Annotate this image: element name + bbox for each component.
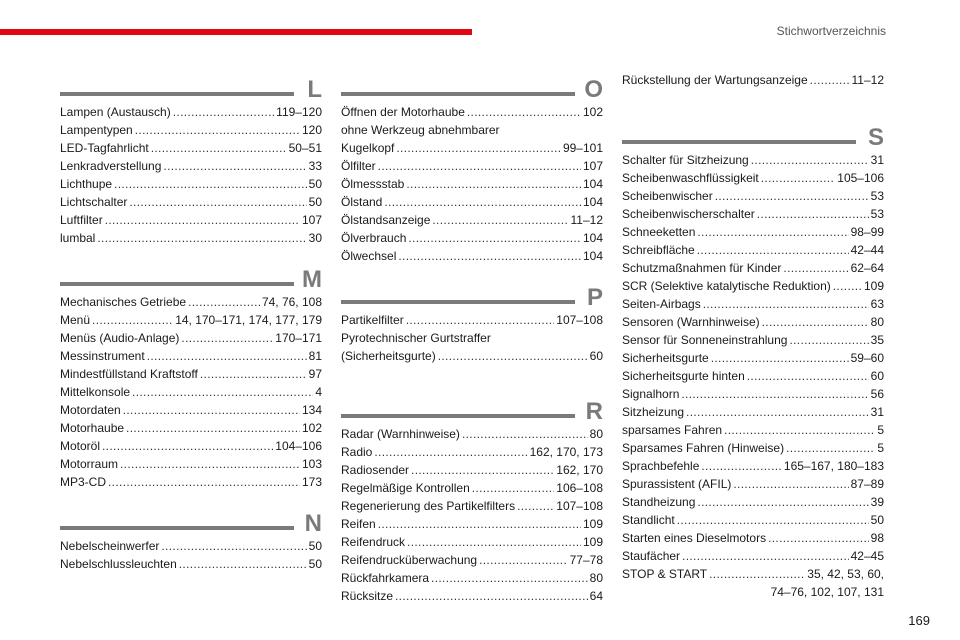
index-entry: Scheibenwaschflüssigkeit . . . 105–106: [622, 169, 884, 187]
index-entry: Reifendrucküberwachung . . . 77–78: [341, 551, 603, 569]
index-entry: Mittelkonsole . . . 4: [60, 383, 322, 401]
index-entry: Schalter für Sitzheizung . . . 31: [622, 151, 884, 169]
index-entry: Regenerierung des Partikelfilters . . . 107–108: [341, 497, 603, 515]
entry-list: [341, 311, 603, 365]
section-header-s: [622, 124, 884, 152]
entry-list: [341, 425, 603, 605]
section-l: [60, 76, 322, 247]
index-entry: Luftfilter . . . 107: [60, 211, 322, 229]
index-entry: Sicherheitsgurte . . . 59–60: [622, 349, 884, 367]
section-s: [622, 124, 884, 601]
index-entry: Motorhaube . . . 102: [60, 419, 322, 437]
index-entry: sparsames Fahren . . . 5: [622, 421, 884, 439]
index-entry-line1: Pyrotechnischer Gurtstraffer: [341, 331, 491, 345]
index-entry: STOP & START . . . 35, 42, 53, 60,: [622, 565, 884, 583]
index-entry: Nebelscheinwerfer . . . 50: [60, 537, 322, 555]
index-entry: Starten eines Dieselmotors . . . 98: [622, 529, 884, 547]
index-entry: SCR (Selektive katalytische Reduktion) . . . 109: [622, 277, 884, 295]
section-letter: S: [867, 124, 884, 151]
section-header-p: [341, 284, 603, 312]
index-entry: Sensoren (Warnhinweise) . . . 80: [622, 313, 884, 331]
index-entry-continuation: 74–76, 102, 107, 131: [770, 585, 884, 599]
index-entry: Mindestfüllstand Kraftstoff . . . 97: [60, 365, 322, 383]
index-entry: Scheibenwischer . . . 53: [622, 187, 884, 205]
index-entry: Motorraum . . . 103: [60, 455, 322, 473]
section-letter: N: [304, 510, 322, 537]
index-entry: Reifen . . . 109: [341, 515, 603, 533]
index-entry: Schutzmaßnahmen für Kinder . . . 62–64: [622, 259, 884, 277]
index-entry: Sitzheizung . . . 31: [622, 403, 884, 421]
section-letter: O: [584, 76, 603, 103]
index-entry: Ölverbrauch . . . 104: [341, 229, 603, 247]
index-entry: Ölwechsel . . . 104: [341, 247, 603, 265]
index-entry: lumbal . . . 30: [60, 229, 322, 247]
section-n: [60, 510, 322, 573]
index-entry: Scheibenwischerschalter . . . 53: [622, 205, 884, 223]
section-r: [341, 398, 603, 605]
index-entry: Staufächer . . . 42–45: [622, 547, 884, 565]
page-number: 169: [908, 613, 930, 628]
entry-list: [60, 293, 322, 491]
entry-list: [60, 103, 322, 247]
index-entry: Lichthupe . . . 50: [60, 175, 322, 193]
index-entry: Motoröl . . . 104–106: [60, 437, 322, 455]
header-accent-bar: [0, 29, 472, 35]
index-entry: Reifendruck . . . 109: [341, 533, 603, 551]
index-entry: Rückstellung der Wartungsanzeige . . . 11–12: [622, 71, 884, 89]
index-entry: Radio . . . 162, 170, 173: [341, 443, 603, 461]
section-header-l: [60, 76, 322, 104]
page-header-title: Stichwortverzeichnis: [776, 24, 886, 38]
index-entry: Ölfilter . . . 107: [341, 157, 603, 175]
index-entry: Rückfahrkamera . . . 80: [341, 569, 603, 587]
section-header-r: [341, 398, 603, 426]
index-entry: Lenkradverstellung . . . 33: [60, 157, 322, 175]
section-letter: R: [585, 398, 603, 425]
index-entry: Standheizung . . . 39: [622, 493, 884, 511]
section-divider: [622, 140, 856, 144]
entry-list: [341, 103, 603, 265]
section-divider: [341, 300, 575, 304]
index-entry: Messinstrument . . . 81: [60, 347, 322, 365]
section-o: [341, 76, 603, 265]
index-entry: Motordaten . . . 134: [60, 401, 322, 419]
index-entry: Regelmäßige Kontrollen . . . 106–108: [341, 479, 603, 497]
index-entry: Standlicht . . . 50: [622, 511, 884, 529]
section-divider: [341, 414, 575, 418]
index-entry: Lampentypen . . . 120: [60, 121, 322, 139]
entry-list: [60, 537, 322, 573]
index-entry: MP3-CD . . . 173: [60, 473, 322, 491]
index-entry: Schreibfläche . . . 42–44: [622, 241, 884, 259]
index-entry: Nebelschlussleuchten . . . 50: [60, 555, 322, 573]
index-entry: Seiten-Airbags . . . 63: [622, 295, 884, 313]
entry-list: [622, 151, 884, 601]
section-header-n: [60, 510, 322, 538]
section-p: [341, 284, 603, 365]
section-header-o: [341, 76, 603, 104]
section-r-continued: [622, 71, 884, 89]
section-letter: M: [302, 266, 322, 293]
section-divider: [60, 526, 294, 530]
index-entry: Menüs (Audio-Anlage) . . . 170–171: [60, 329, 322, 347]
index-entry: Sensor für Sonneneinstrahlung . . . 35: [622, 331, 884, 349]
index-entry: LED-Tagfahrlicht . . . 50–51: [60, 139, 322, 157]
index-entry: Ölstand . . . 104: [341, 193, 603, 211]
index-entry: Menü . . . 14, 170–171, 174, 177, 179: [60, 311, 322, 329]
section-divider: [341, 92, 575, 96]
index-entry: Mechanisches Getriebe . . . 74, 76, 108: [60, 293, 322, 311]
index-entry: Ölstandsanzeige . . . 11–12: [341, 211, 603, 229]
index-entry: Kugelkopf . . . 99–101: [341, 139, 603, 157]
index-entry: Signalhorn . . . 56: [622, 385, 884, 403]
index-entry: Öffnen der Motorhaube . . . 102: [341, 103, 603, 121]
index-entry: Spurassistent (AFIL) . . . 87–89: [622, 475, 884, 493]
index-entry: (Sicherheitsgurte) . . . 60: [341, 347, 603, 365]
section-header-m: [60, 266, 322, 294]
index-entry: Schneeketten . . . 98–99: [622, 223, 884, 241]
section-divider: [60, 282, 294, 286]
section-divider: [60, 92, 294, 96]
index-entry: Lampen (Austausch) . . . 119–120: [60, 103, 322, 121]
index-entry: Lichtschalter . . . 50: [60, 193, 322, 211]
index-entry: Partikelfilter . . . 107–108: [341, 311, 603, 329]
index-entry-line1: ohne Werkzeug abnehmbarer: [341, 123, 500, 137]
index-entry: Radiosender . . . 162, 170: [341, 461, 603, 479]
index-entry: Sparsames Fahren (Hinweise) . . . 5: [622, 439, 884, 457]
index-entry: Ölmessstab . . . 104: [341, 175, 603, 193]
section-letter: P: [586, 284, 603, 311]
index-entry: Sicherheitsgurte hinten . . . 60: [622, 367, 884, 385]
index-entry: Radar (Warnhinweise) . . . 80: [341, 425, 603, 443]
index-entry: Rücksitze . . . 64: [341, 587, 603, 605]
index-entry: Sprachbefehle . . . 165–167, 180–183: [622, 457, 884, 475]
section-letter: L: [307, 76, 322, 103]
section-m: [60, 266, 322, 491]
